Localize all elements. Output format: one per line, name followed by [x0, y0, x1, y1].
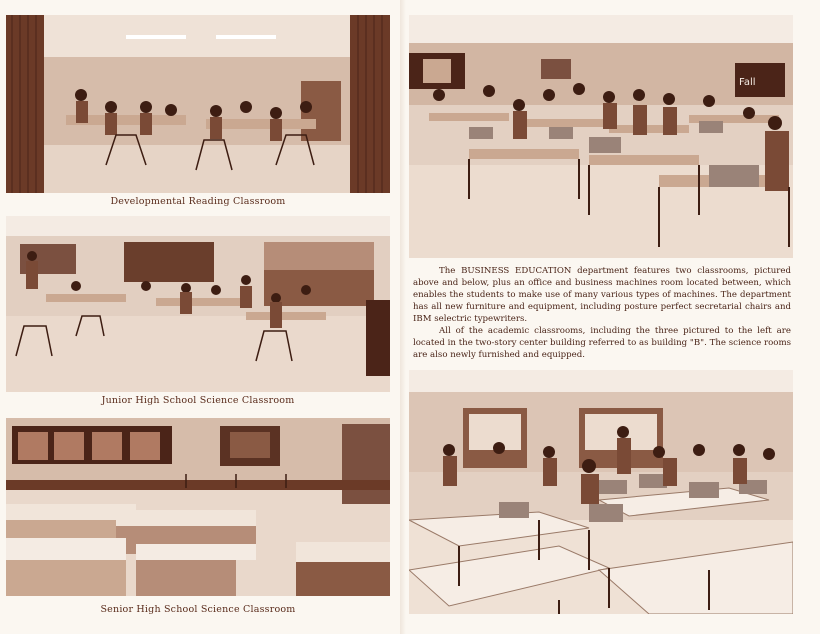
sign-fall: Fall [739, 77, 756, 88]
business-education-article [413, 265, 791, 361]
caption-junior-high-science: Junior High School Science Classroom [101, 395, 295, 406]
article-paragraph: All of the academic classrooms, including the three pictured to the left are located in the two-story center building referred to as building "B". The science rooms are also newly furnished and equipped. [413, 326, 791, 360]
article-paragraph: The BUSINESS EDUCATION department features two classrooms, pictured above and below, plus an office and business machines room located between, which enables the students to make use of many various types of machines. The department has all new furniture and equipment, including posture perfect secretarial chairs and IBM selectric typewriters. [413, 266, 791, 324]
page-gutter [400, 0, 406, 634]
caption-senior-high-science: Senior High School Science Classroom [100, 604, 296, 615]
photo-business-education-classroom-top [409, 15, 793, 258]
photo-senior-high-science-classroom [6, 418, 390, 596]
photo-developmental-reading-classroom [6, 15, 390, 193]
caption-developmental-reading: Developmental Reading Classroom [110, 196, 286, 207]
photo-business-education-classroom-bottom [409, 370, 793, 614]
photo-junior-high-science-classroom [6, 216, 390, 392]
